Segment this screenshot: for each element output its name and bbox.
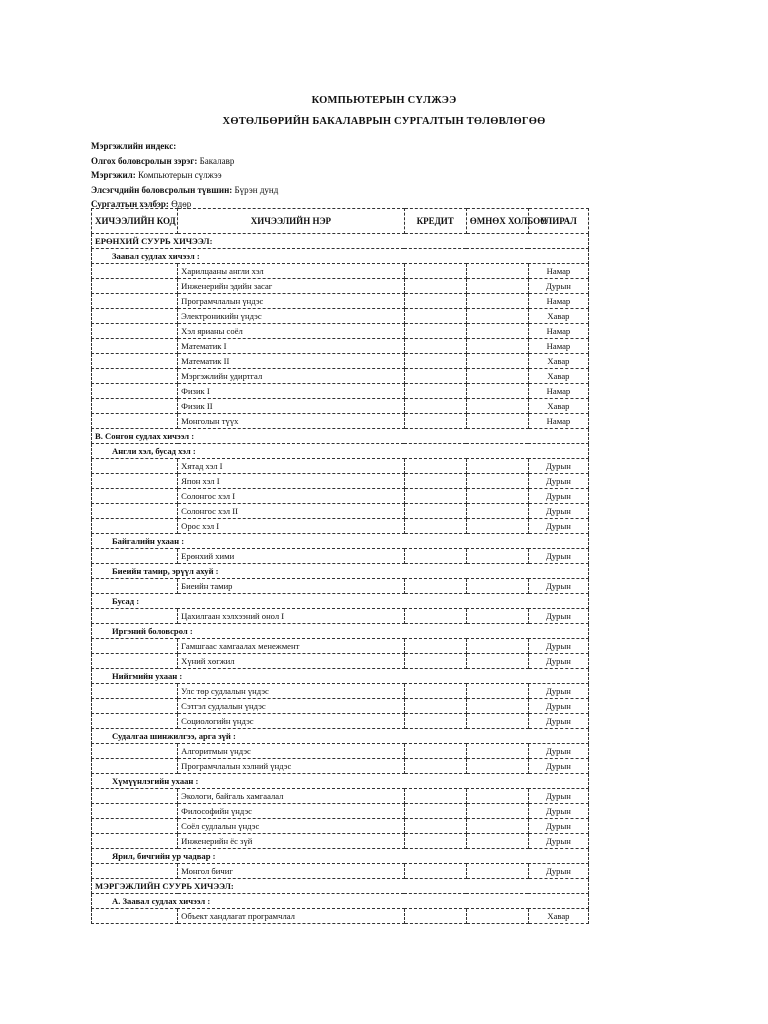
course-name-cell: Гамшгаас хамгаалах менежмент	[178, 639, 404, 654]
course-credit-cell	[404, 819, 466, 834]
course-prerequisite-cell	[466, 864, 528, 879]
course-row	[92, 519, 589, 534]
course-row	[92, 399, 589, 414]
course-prerequisite-cell	[466, 804, 528, 819]
course-prerequisite-cell	[466, 639, 528, 654]
section-heading-row	[92, 234, 589, 249]
course-code-cell	[92, 399, 178, 414]
course-semester-cell: Дурын	[528, 759, 588, 774]
course-code-cell	[92, 579, 178, 594]
course-name-cell: Соёл судлалын үндэс	[178, 819, 404, 834]
course-credit-cell	[404, 369, 466, 384]
course-semester-cell: Дурын	[528, 804, 588, 819]
header-code: ХИЧЭЭЛИЙН КОД	[92, 209, 178, 234]
course-row	[92, 504, 589, 519]
course-prerequisite-cell	[466, 384, 528, 399]
course-prerequisite-cell	[466, 684, 528, 699]
course-code-cell	[92, 744, 178, 759]
course-semester-cell: Дурын	[528, 579, 588, 594]
subsection-heading-row	[92, 849, 589, 864]
meta-line	[91, 183, 278, 198]
course-name-cell: Хүний хөгжил	[178, 654, 404, 669]
section-heading: МЭРГЭЖЛИЙН СУУРЬ ХИЧЭЭЛ:	[92, 879, 589, 894]
meta-label: Мэргэжлийн индекс:	[91, 141, 177, 151]
subsection-heading: Заавал судлах хичээл :	[92, 249, 589, 264]
course-name-cell: Монголын түүх	[178, 414, 404, 429]
course-semester-cell: Дурын	[528, 609, 588, 624]
course-semester-cell: Хавар	[528, 399, 588, 414]
course-row	[92, 684, 589, 699]
course-row	[92, 339, 589, 354]
meta-line	[91, 168, 278, 183]
section-heading: В. Сонгон судлах хичээл :	[92, 429, 589, 444]
course-credit-cell	[404, 864, 466, 879]
course-name-cell: Электроникийн үндэс	[178, 309, 404, 324]
subsection-heading: Бусад :	[92, 594, 589, 609]
course-name-cell: Физик I	[178, 384, 404, 399]
curriculum-table	[91, 208, 589, 924]
course-semester-cell: Хавар	[528, 309, 588, 324]
course-row	[92, 324, 589, 339]
course-prerequisite-cell	[466, 339, 528, 354]
course-code-cell	[92, 714, 178, 729]
course-code-cell	[92, 474, 178, 489]
document-title: КОМПЬЮТЕРЫН СҮЛЖЭЭ	[311, 95, 457, 106]
course-name-cell: Хэл ярианы соёл	[178, 324, 404, 339]
course-code-cell	[92, 489, 178, 504]
meta-label: Сургалтын хэлбэр:	[91, 199, 169, 209]
course-semester-cell: Хавар	[528, 369, 588, 384]
course-credit-cell	[404, 519, 466, 534]
course-prerequisite-cell	[466, 504, 528, 519]
meta-value: Бакалавр	[197, 155, 235, 166]
course-name-cell: Харилцааны англи хэл	[178, 264, 404, 279]
course-row	[92, 459, 589, 474]
course-name-cell: Програмчлалын хэлний үндэс	[178, 759, 404, 774]
course-code-cell	[92, 789, 178, 804]
course-credit-cell	[404, 279, 466, 294]
course-prerequisite-cell	[466, 459, 528, 474]
course-row	[92, 744, 589, 759]
course-semester-cell: Дурын	[528, 549, 588, 564]
subsection-heading-row	[92, 669, 589, 684]
course-name-cell: Солонгос хэл II	[178, 504, 404, 519]
course-name-cell: Солонгос хэл I	[178, 489, 404, 504]
course-credit-cell	[404, 909, 466, 924]
course-prerequisite-cell	[466, 579, 528, 594]
course-prerequisite-cell	[466, 309, 528, 324]
course-name-cell: Алгоритмын үндэс	[178, 744, 404, 759]
course-semester-cell: Дурын	[528, 654, 588, 669]
course-prerequisite-cell	[466, 759, 528, 774]
course-semester-cell: Дурын	[528, 519, 588, 534]
course-semester-cell: Дурын	[528, 714, 588, 729]
section-heading-row	[92, 879, 589, 894]
course-row	[92, 549, 589, 564]
course-prerequisite-cell	[466, 549, 528, 564]
course-row	[92, 294, 589, 309]
course-prerequisite-cell	[466, 834, 528, 849]
course-code-cell	[92, 339, 178, 354]
course-credit-cell	[404, 384, 466, 399]
course-credit-cell	[404, 684, 466, 699]
course-prerequisite-cell	[466, 789, 528, 804]
course-prerequisite-cell	[466, 414, 528, 429]
program-info	[91, 139, 278, 212]
course-semester-cell: Намар	[528, 384, 588, 399]
course-prerequisite-cell	[466, 654, 528, 669]
course-prerequisite-cell	[466, 699, 528, 714]
meta-label: Мэргэжил:	[91, 170, 136, 180]
course-code-cell	[92, 459, 178, 474]
course-name-cell: Математик I	[178, 339, 404, 354]
course-credit-cell	[404, 789, 466, 804]
course-code-cell	[92, 369, 178, 384]
course-credit-cell	[404, 834, 466, 849]
course-code-cell	[92, 639, 178, 654]
course-prerequisite-cell	[466, 609, 528, 624]
course-semester-cell: Дурын	[528, 684, 588, 699]
course-name-cell: Ерөнхий хими	[178, 549, 404, 564]
course-code-cell	[92, 504, 178, 519]
course-code-cell	[92, 309, 178, 324]
section-heading-row	[92, 429, 589, 444]
course-semester-cell: Дурын	[528, 864, 588, 879]
course-semester-cell: Намар	[528, 414, 588, 429]
course-code-cell	[92, 834, 178, 849]
course-row	[92, 864, 589, 879]
course-name-cell: Экологи, байгаль хамгаалал	[178, 789, 404, 804]
course-credit-cell	[404, 804, 466, 819]
course-code-cell	[92, 684, 178, 699]
meta-value: Компьютерын сүлжээ	[135, 170, 222, 180]
meta-value: Өдөр	[168, 199, 192, 209]
course-name-cell: Улс төр судлалын үндэс	[178, 684, 404, 699]
course-credit-cell	[404, 714, 466, 729]
course-credit-cell	[404, 504, 466, 519]
subsection-heading: Нийгмийн ухаан :	[92, 669, 589, 684]
course-prerequisite-cell	[466, 909, 528, 924]
course-semester-cell: Намар	[528, 339, 588, 354]
course-row	[92, 654, 589, 669]
course-prerequisite-cell	[466, 324, 528, 339]
course-row	[92, 759, 589, 774]
table-header-row	[92, 209, 589, 234]
course-row	[92, 609, 589, 624]
subsection-heading-row	[92, 729, 589, 744]
course-semester-cell: Намар	[528, 324, 588, 339]
subsection-heading-row	[92, 249, 589, 264]
meta-value: Бүрэн дунд	[232, 184, 279, 195]
course-semester-cell: Дурын	[528, 459, 588, 474]
course-code-cell	[92, 264, 178, 279]
course-semester-cell: Дурын	[528, 834, 588, 849]
subsection-heading-row	[92, 534, 589, 549]
course-semester-cell: Дурын	[528, 819, 588, 834]
course-credit-cell	[404, 474, 466, 489]
subsection-heading: Иргэний боловсрол :	[92, 624, 589, 639]
course-credit-cell	[404, 579, 466, 594]
course-credit-cell	[404, 639, 466, 654]
course-credit-cell	[404, 699, 466, 714]
subsection-heading: Биеийн тамир, эрүүл ахуй :	[92, 564, 589, 579]
course-prerequisite-cell	[466, 714, 528, 729]
course-credit-cell	[404, 489, 466, 504]
course-semester-cell: Дурын	[528, 504, 588, 519]
table-body	[92, 234, 589, 924]
course-credit-cell	[404, 759, 466, 774]
course-row	[92, 909, 589, 924]
course-semester-cell: Намар	[528, 264, 588, 279]
course-code-cell	[92, 294, 178, 309]
course-name-cell: Цахилгаан хэлхээний онол I	[178, 609, 404, 624]
course-prerequisite-cell	[466, 474, 528, 489]
subsection-heading-row	[92, 594, 589, 609]
course-code-cell	[92, 414, 178, 429]
course-row	[92, 474, 589, 489]
course-semester-cell: Хавар	[528, 909, 588, 924]
subsection-heading: Хүмүүнлэгийн ухаан :	[92, 774, 589, 789]
course-code-cell	[92, 609, 178, 624]
course-row	[92, 579, 589, 594]
course-name-cell: Инженерийн эдийн засаг	[178, 279, 404, 294]
course-name-cell: Биеийн тамир	[178, 579, 404, 594]
course-prerequisite-cell	[466, 819, 528, 834]
subsection-heading: Судалгаа шинжилгээ, арга зүй :	[92, 729, 589, 744]
course-prerequisite-cell	[466, 294, 528, 309]
course-semester-cell: Намар	[528, 294, 588, 309]
subsection-heading-row	[92, 774, 589, 789]
course-row	[92, 489, 589, 504]
course-row	[92, 414, 589, 429]
course-row	[92, 639, 589, 654]
course-code-cell	[92, 759, 178, 774]
subsection-heading: Ярил, бичгийн ур чадвар :	[92, 849, 589, 864]
meta-label: Элсэгчдийн боловсролын түвшин:	[91, 184, 233, 195]
course-row	[92, 264, 589, 279]
course-code-cell	[92, 654, 178, 669]
course-row	[92, 789, 589, 804]
header-credit: КРЕДИТ	[404, 209, 466, 234]
course-name-cell: Монгол бичиг	[178, 864, 404, 879]
course-prerequisite-cell	[466, 489, 528, 504]
course-semester-cell: Дурын	[528, 474, 588, 489]
course-row	[92, 804, 589, 819]
course-row	[92, 699, 589, 714]
course-credit-cell	[404, 294, 466, 309]
subsection-heading-row	[92, 624, 589, 639]
course-prerequisite-cell	[466, 279, 528, 294]
course-semester-cell: Хавар	[528, 354, 588, 369]
course-prerequisite-cell	[466, 369, 528, 384]
subsection-heading-row	[92, 444, 589, 459]
course-name-cell: Философийн үндэс	[178, 804, 404, 819]
course-credit-cell	[404, 264, 466, 279]
course-code-cell	[92, 804, 178, 819]
course-name-cell: Хятад хэл I	[178, 459, 404, 474]
course-row	[92, 384, 589, 399]
course-semester-cell: Дурын	[528, 744, 588, 759]
section-heading: ЕРӨНХИЙ СУУРЬ ХИЧЭЭЛ:	[92, 234, 589, 249]
course-credit-cell	[404, 549, 466, 564]
header-prerequisite: ӨМНӨХ ХОЛБОО	[466, 209, 528, 234]
course-semester-cell: Дурын	[528, 699, 588, 714]
course-credit-cell	[404, 324, 466, 339]
course-row	[92, 369, 589, 384]
course-row	[92, 819, 589, 834]
course-row	[92, 354, 589, 369]
course-name-cell: Програмчлалын үндэс	[178, 294, 404, 309]
course-row	[92, 834, 589, 849]
course-code-cell	[92, 819, 178, 834]
course-prerequisite-cell	[466, 354, 528, 369]
course-name-cell: Инженерийн ёс зүй	[178, 834, 404, 849]
subsection-heading: Байгалийн ухаан :	[92, 534, 589, 549]
course-credit-cell	[404, 339, 466, 354]
subsection-heading: Англи хэл, бусад хэл :	[92, 444, 589, 459]
subsection-heading-row	[92, 564, 589, 579]
header-semester: УЛИРАЛ	[528, 209, 588, 234]
course-credit-cell	[404, 309, 466, 324]
course-code-cell	[92, 354, 178, 369]
course-name-cell: Мэргэжлийн удиртгал	[178, 369, 404, 384]
header-name: ХИЧЭЭЛИЙН НЭР	[178, 209, 404, 234]
course-name-cell: Физик II	[178, 399, 404, 414]
course-semester-cell: Дурын	[528, 489, 588, 504]
course-code-cell	[92, 384, 178, 399]
course-credit-cell	[404, 744, 466, 759]
course-semester-cell: Дурын	[528, 279, 588, 294]
document-subtitle: ХӨТӨЛБӨРИЙН БАКАЛАВРЫН СУРГАЛТЫН ТӨЛӨВЛӨГӨӨ	[222, 116, 546, 127]
course-code-cell	[92, 279, 178, 294]
course-prerequisite-cell	[466, 744, 528, 759]
course-code-cell	[92, 549, 178, 564]
course-name-cell: Объект хандлагат програмчлал	[178, 909, 404, 924]
meta-line	[91, 154, 278, 169]
course-row	[92, 279, 589, 294]
course-credit-cell	[404, 654, 466, 669]
course-prerequisite-cell	[466, 399, 528, 414]
course-prerequisite-cell	[466, 264, 528, 279]
course-row	[92, 309, 589, 324]
subsection-heading: А. Заавал судлах хичээл :	[92, 894, 589, 909]
course-credit-cell	[404, 414, 466, 429]
meta-label: Олгох боловсролын зэрэг:	[91, 155, 198, 166]
course-name-cell: Орос хэл I	[178, 519, 404, 534]
course-name-cell: Социологийн үндэс	[178, 714, 404, 729]
course-credit-cell	[404, 609, 466, 624]
course-code-cell	[92, 864, 178, 879]
course-row	[92, 714, 589, 729]
course-credit-cell	[404, 459, 466, 474]
course-code-cell	[92, 519, 178, 534]
course-code-cell	[92, 324, 178, 339]
subsection-heading-row	[92, 894, 589, 909]
course-code-cell	[92, 699, 178, 714]
course-prerequisite-cell	[466, 519, 528, 534]
course-code-cell	[92, 909, 178, 924]
course-name-cell: Математик II	[178, 354, 404, 369]
meta-line	[91, 139, 278, 154]
course-credit-cell	[404, 354, 466, 369]
course-name-cell: Япон хэл I	[178, 474, 404, 489]
course-credit-cell	[404, 399, 466, 414]
course-semester-cell: Дурын	[528, 789, 588, 804]
course-semester-cell: Дурын	[528, 639, 588, 654]
course-name-cell: Сэтгэл судлалын үндэс	[178, 699, 404, 714]
